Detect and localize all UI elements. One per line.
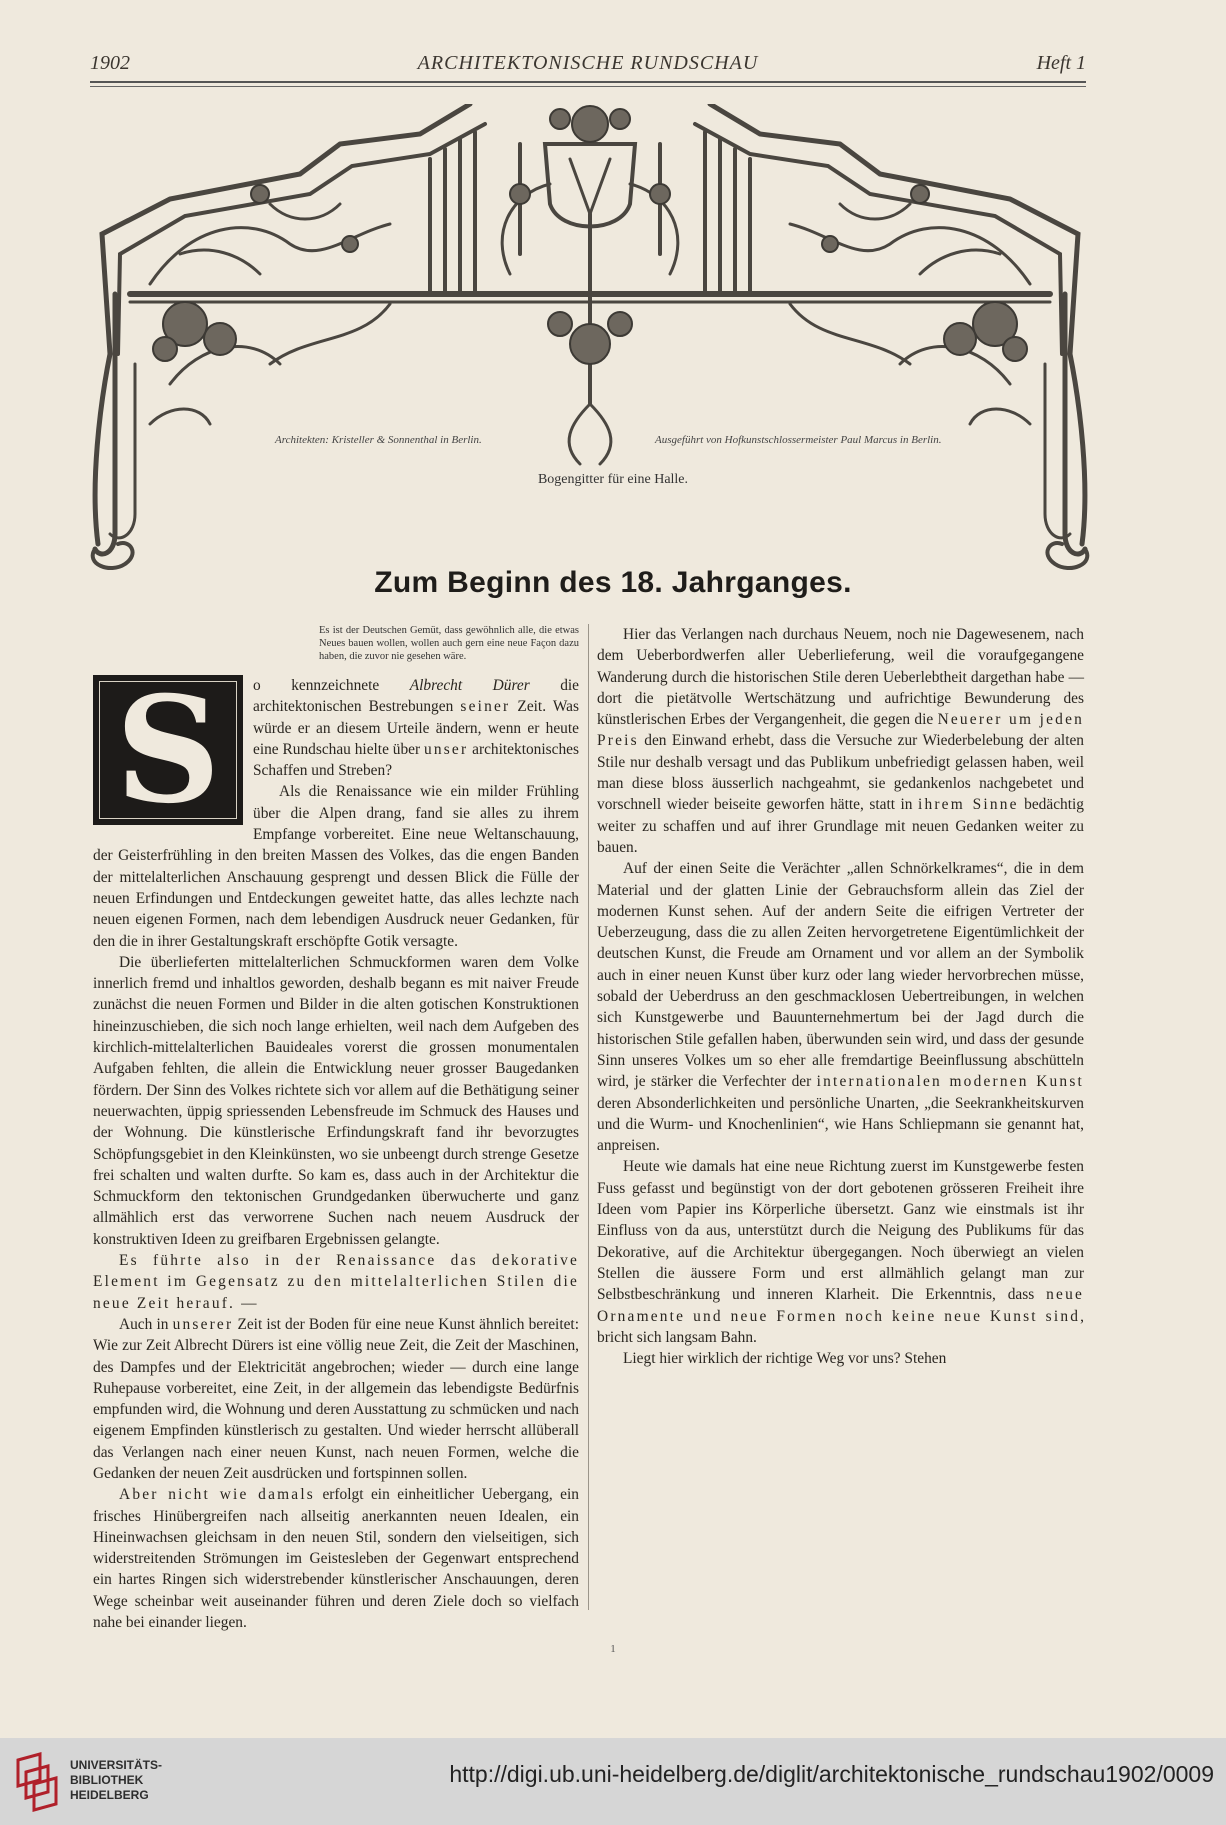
text-run: Hier das Verlangen nach durchaus Neuem, noch nie Dagewesenem, nach dem Ueberbordwerfen aller Ueberlieferung, weil die voraufgegangene Wanderung durch die historischen Stile deren Ueberlebtheit dargethan habe — dort die pietätvolle Wertschätzung und aufrichtige Bewunderung des künstlerischen Erbes der Vergangenheit, die gegen die [597,626,1084,729]
emphasis-text: ihrem Sinne [917,796,1019,814]
viewer-footer-bar [0,1738,1226,1825]
text-run: architektonisches Schaffen und Streben? [253,740,579,780]
article-column-right [597,624,1084,1369]
emphasis-text: neue Ornamente und neue Formen noch keine neue Kunst sind [597,1286,1084,1325]
text-run: Auch in [119,1315,173,1333]
paragraph: Die überlieferten mittelalterlichen Schmuckformen waren dem Volke innerlich fremd und inhaltlos geworden, deshalb begann es mit naiver Freude zunächst die neuen Formen und Bilder in die alten gotischen Konstruktionen hineinzuschieben, die sich noch lange erhielten, weil nach dem Aufgeben des kirchlich-mittelalterlichen Bauideales vorerst die grossen monumentalen Aufgaben fehlten, die allein die Entwicklung neuer grosser Baugedanken fördern. Der Sinn des Volkes richtete sich vor allem auf die Bethätigung seiner neuerwachten, üppig spriessenden Lebensfreude im Schmuck des Hauses und der Wohnung. Die künstlerische Erfindungskraft fand ihr bevorzugtes Schöpfungsgebiet in den Kleinkünsten, wo sie unbeengt durch strenge Gesetze frei schalten und walten durfte. So kam es, dass auch in der Architektur die Schmuckform den tektonischen Grundgedanken überwucherte und ganz allmählich erst das verworrene Suchen nach neuem Ausdruck der konstruktiven Ideen zu greifbaren Ergebnissen gelangte. [93,953,579,1248]
motto-quote: Es ist der Deutschen Gemüt, dass gewöhnlich alle, die etwas Neues bauen wollen, wollen auch gern eine neue Façon dazu haben, die zuvor nie gesehen wäre. [319,625,579,662]
paragraph [597,858,1084,1156]
paragraph: Als die Renaissance wie ein milder Frühling über die Alpen drang, fand sie alles zu ihrem Empfange vorbereitet. Eine neue Weltanschauung, der Geisterfrühling in den breiten Massen des Volkes, das die engen Banden der mittelalterlichen Anschauung gesprengt und dessen Blick die Fülle der neuen Erfindungen und Entdeckungen geweitet hatte, das alles lechzte nach neuen eigenen Formen, nach dem lebendigen Ausdruck neuer Gedanken, für den die in ihrer Gestaltungskraft erschöpfte Gotik versagte. [93,783,579,950]
author-name: Albrecht Dürer [409,677,530,694]
text-run: den Einwand erhebt, dass die Versuche zur Wiederbelebung der alten Stile nur deshalb versagt und das Publikum unbefriedigt gelassen haben, weil man diese bloss äusserlich nachgeahmt, sie gedankenlos nachgebetet und vorschnell wieder beiseite geworfen hätte, statt in [597,732,1084,814]
column-divider [588,624,589,1610]
emphasis-text: Neuerer um jeden Preis [597,711,1085,750]
running-header [90,52,1086,78]
emphasis-text: unserer [172,1315,234,1333]
article-title: Zum Beginn des 18. Jahrganges. [374,566,852,599]
emphasis-text: unser [423,740,469,758]
library-logo-icon [14,1750,60,1814]
text-run: die architektonischen Bestrebungen [253,677,580,716]
library-name-line: BIBLIOTHEK [70,1773,144,1787]
header-journal-title: ARCHITEKTONISCHE RUNDSCHAU [417,52,759,74]
illustration-caption: Bogengitter für eine Halle. [537,472,689,487]
header-year: 1902 [90,52,130,74]
article-column-left [93,624,579,1633]
permalink-url[interactable]: http://digi.ub.uni-heidelberg.de/diglit/architektonische_rundschau1902/0009 [449,1761,1214,1787]
library-name [70,1758,162,1803]
text-run: bedächtig weiter zu schaffen und auf ihrer Grundlage mit neuen Gedanken weiter zu bauen. [597,796,1084,856]
ornamental-drop-cap [93,665,243,836]
paragraph [93,1314,579,1484]
emphasis-text: internationalen modernen Kunst [816,1073,1084,1091]
text-run: Zeit ist der Boden für eine neue Kunst ähnlich bereitet: Wie zur Zeit Albrecht Dürers ist eine völlig neue Zeit, die Zeit der Maschinen, des Dampfes und der Elektricität angebrochen; wieder — durch eine lange Ruhepause vorbereitet, eine Zeit, in der allgemein das lebendigste Bedürfnis empfunden wird, die Wohnung und deren Ausstattung zu schmücken und nach eigenem Empfinden künstlerisch zu gestalten. Und wieder herrscht allüberall das Verlangen nach einer neuen Kunst, nach neuen Formen, welche die Gedanken der neuen Zeit ausdrücken und fortspinnen sollen. [93,1315,579,1482]
text-run: erfolgt ein einheitlicher Uebergang, ein frisches Hinübergreifen nach allseitig anerkannten neuen Idealen, ein Hineinwachsen gleichsam in den neuen Stil, sondern den vielseitigen, sich widerstreitenden Strömungen im Geistesleben der Gegenwart entsprechend ein hartes Ringen sich widerstrebender künstlerischer Anschauungen, deren Wege scheinbar weit auseinander führen und deren Ziele doch so vielfach nahe bei einander liegen. [93,1486,579,1632]
paragraph-emphasis: Es führte also in der Renaissance das dekorative Element im Gegensatz zu den mittelalterlichen Stilen die neue Zeit herauf. — [93,1252,579,1312]
emphasis-text: seiner [460,698,511,716]
page-number: 1 [610,1643,616,1655]
text-run: deren Absonderlichkeiten und persönliche Unarten, „die Seekrankheitskurven und die Wurm- und Knochenlinien“, wie Hans Schliepmann sie genannt hat, anpreisen. [597,1094,1084,1155]
library-name-line: UNIVERSITÄTS- [70,1758,163,1772]
drop-cap-letter: S [115,665,221,836]
paragraph [597,624,1084,858]
library-name-line: HEIDELBERG [70,1788,149,1802]
architect-credit: Architekten: Kristeller & Sonnenthal in Berlin. [275,434,482,446]
emphasis-text: Aber nicht wie damals [119,1486,315,1504]
paragraph: Liegt hier wirklich der richtige Weg vor uns? Stehen [623,1350,947,1368]
header-rule [90,81,1086,83]
text-run: Auf der einen Seite die Verächter „allen Schnörkelkrames“, die in dem Material und der glatten Linie der Gebrauchsform allein das Ziel der modernen Kunst sehen. Auf der andern Seite die eifrigen Vertreter der Ueberzeugung, dass die zu allen Zeiten hervorgetretene Eigentümlichkeit der deutschen Kunst, die Freude am Ornament und vor allem an der Symbolik auch in einer neuen Kunst über kurz oder lang wieder hervorbrechen müsse, sobald der Ueberdruss an den geschmacklosen Uebertreibungen, in welchen sich Kunstgewerbe und Bauunternehmertum bei der Jagd durch die historischen Stile gefallen haben, überwunden sein wird, und dass der gesunde Sinn unseres Volkes um so eher alle fremdartige Beeinflussung abschütteln wird, je stärker die Verfechter der [597,860,1084,1091]
ironwork-gate-illustration [90,104,1090,574]
text-run: , bricht sich langsam Bahn. [597,1307,1084,1346]
text-run: o kennzeichnete [253,677,410,694]
text-run: Zeit. Was würde er an diesem Urteile ändern, wenn er heute eine Rundschau hielte über [253,698,579,758]
paragraph [597,1156,1084,1348]
header-rule-thin [90,86,1086,87]
paragraph [93,1484,579,1633]
text-run: Heute wie damals hat eine neue Richtung zuerst im Kunstgewerbe festen Fuss gefasst und begünstigt von der dort gebotenen grösseren Freiheit ihre Ideen vom Papier ins Körperliche übersetzt. Ganz wie einstmals ist ihr Einfluss von da aus, unterstützt durch die Neigung des Publikums für das Dekorative, auf die Architektur übergegangen. Noch überwiegt an vielen Stellen die äussere Form und erst allmählich gelangt man zur Selbstbeschränkung und inneren Klarheit. Die Erkenntnis, dass [597,1158,1084,1304]
header-issue: Heft 1 [1036,52,1086,74]
maker-credit: Ausgeführt von Hofkunstschlossermeister Paul Marcus in Berlin. [655,434,942,446]
